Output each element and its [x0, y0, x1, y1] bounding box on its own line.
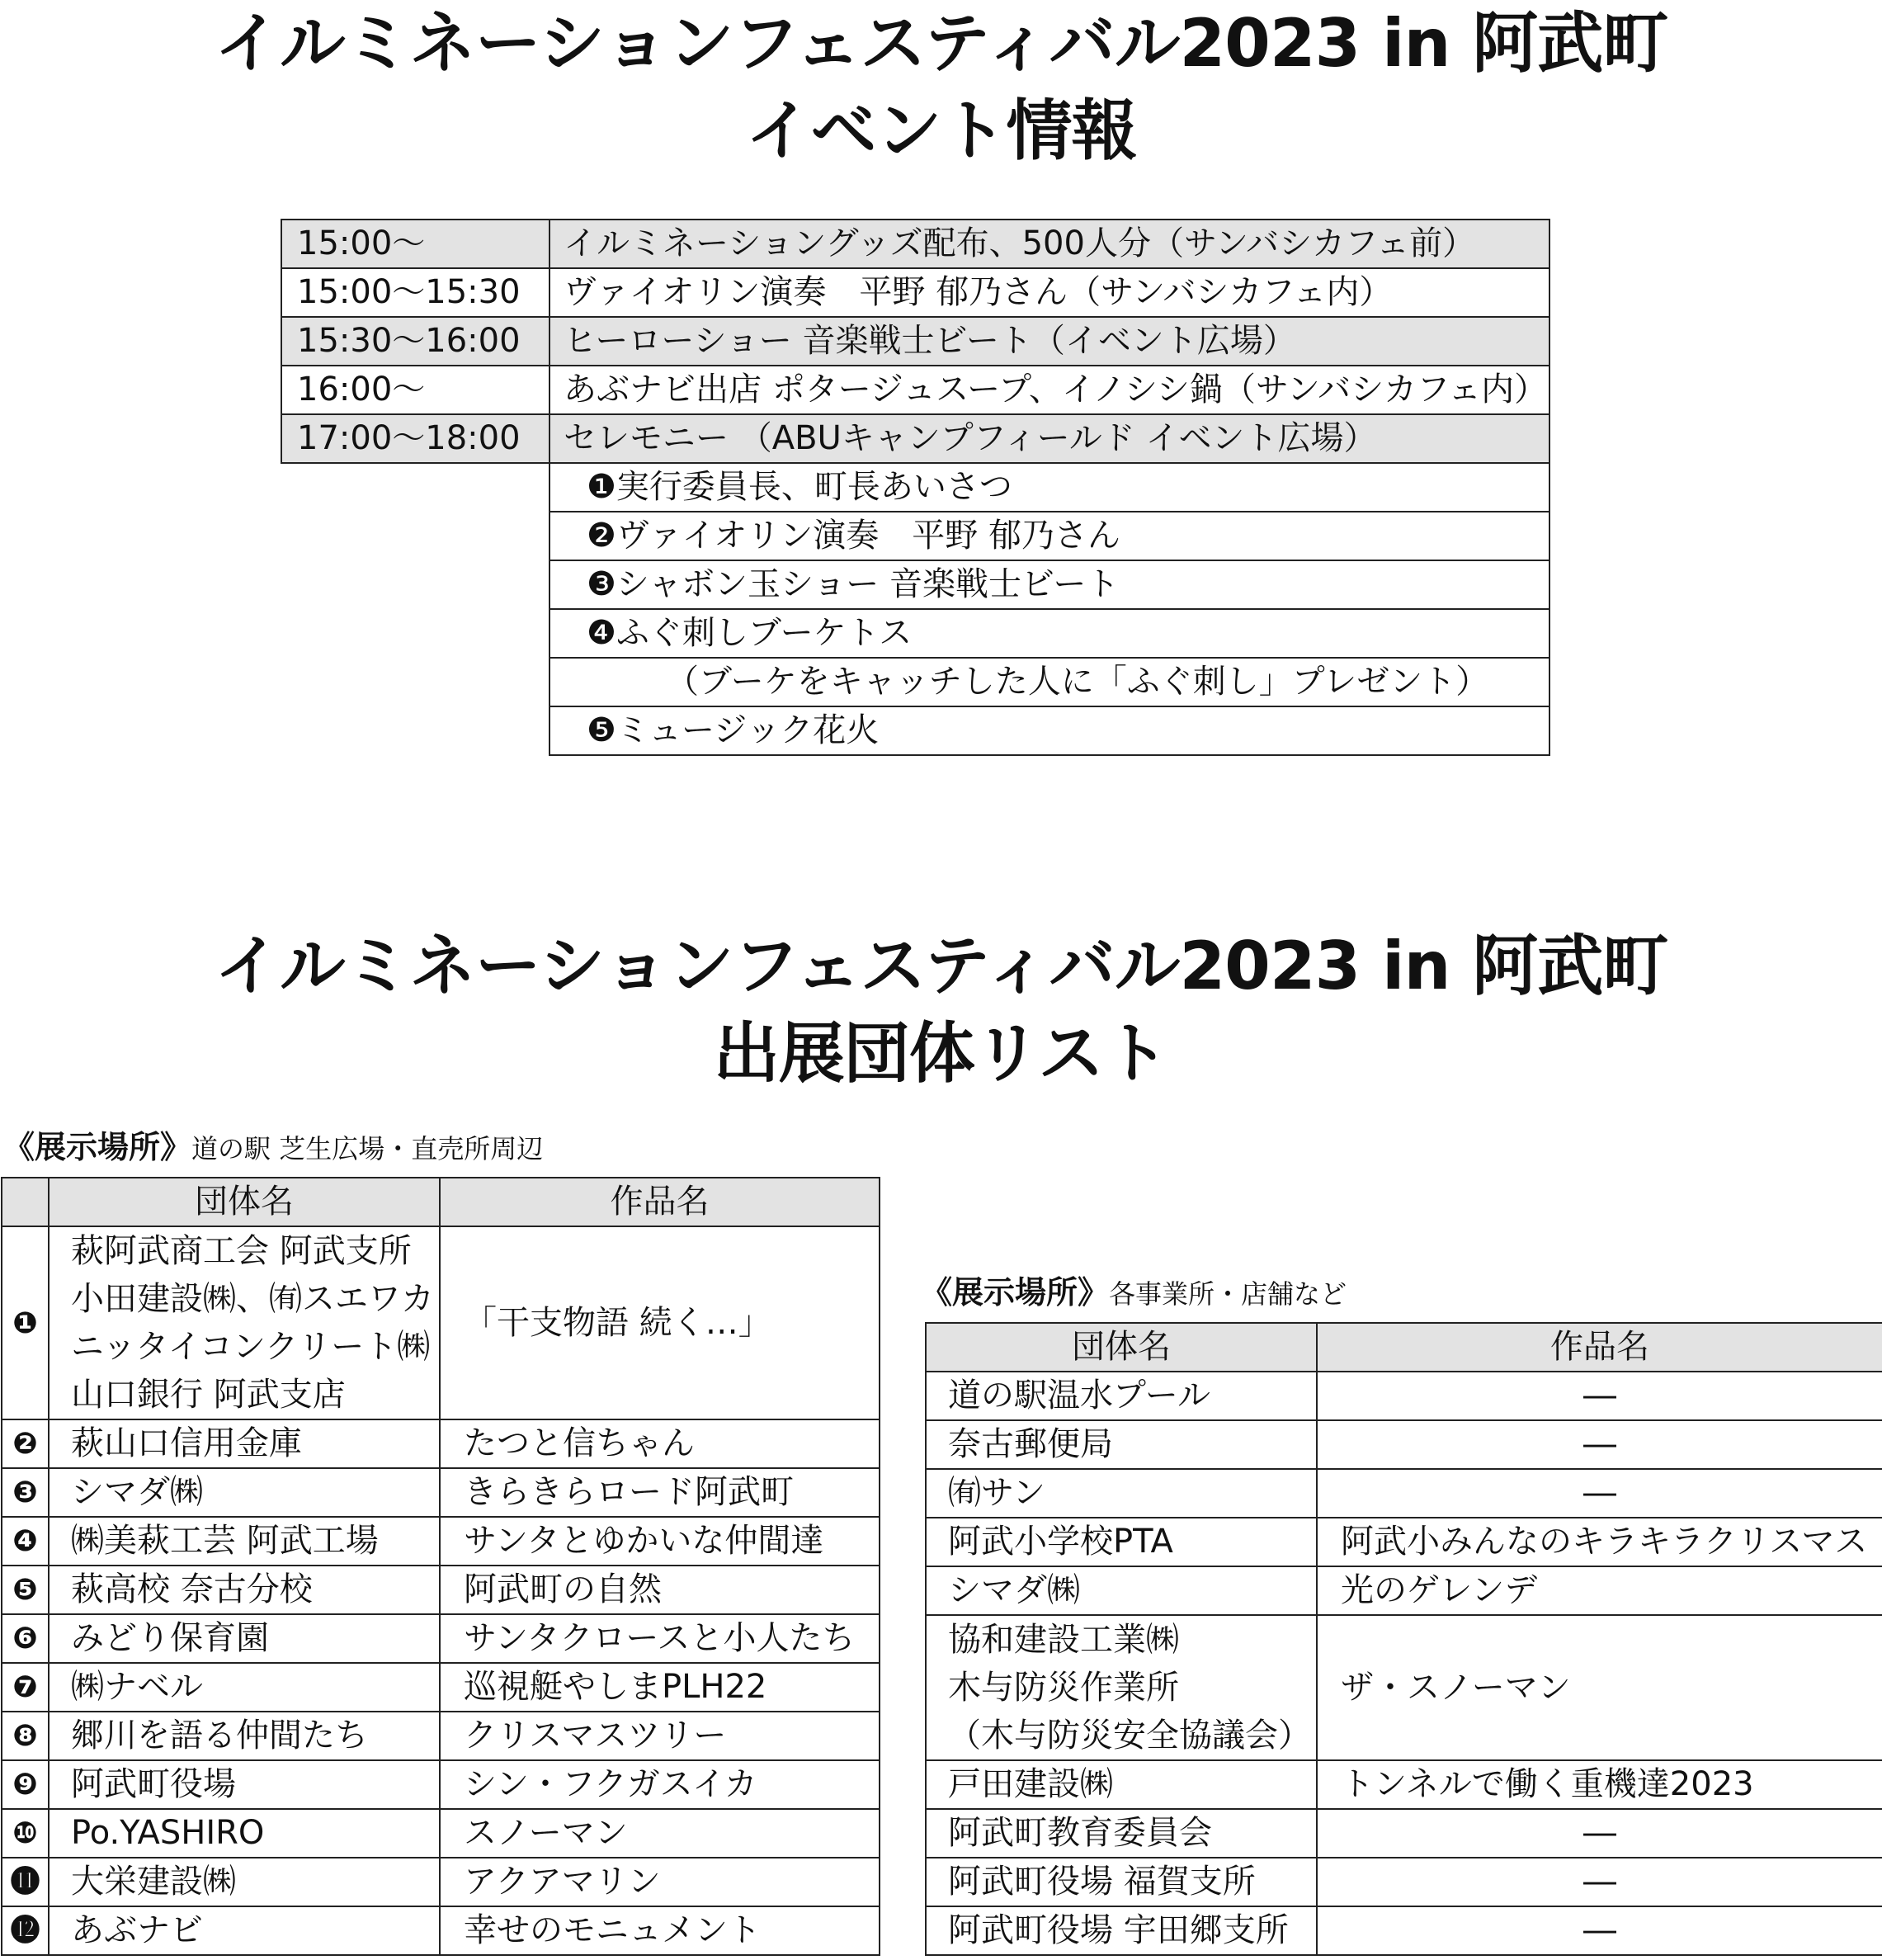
table-row [2, 1419, 880, 1468]
ceremony-item: （ブーケをキャッチした人に「ふぐ刺し」プレゼント） [550, 658, 1549, 706]
table-row [2, 1566, 880, 1614]
work-title: ― [1317, 1469, 1882, 1518]
org-name: 大栄建設㈱ [49, 1858, 440, 1906]
schedule-time: 15:00～15:30 [281, 268, 550, 317]
left-header-row [2, 1178, 880, 1226]
table-row [926, 1566, 1882, 1615]
schedule-row [281, 414, 1549, 463]
org-name: 協和建設工業㈱ [948, 1621, 1179, 1659]
left-caption-label: 《展示場所》 [3, 1129, 192, 1165]
work-title: 阿武町の自然 [440, 1566, 880, 1614]
ceremony-item: ❹ふぐ刺しブーケトス [550, 609, 1549, 658]
ceremony-row [281, 658, 1549, 706]
org-name: ㈲サン [926, 1469, 1317, 1518]
work-title: 「干支物語 続く…」 [440, 1226, 880, 1419]
table-row [926, 1518, 1882, 1566]
org-name: みどり保育園 [49, 1614, 440, 1663]
table-row [926, 1615, 1882, 1760]
work-title: ― [1317, 1809, 1882, 1858]
schedule-desc: ヴァイオリン演奏 平野 郁乃さん（サンバシカフェ内） [550, 268, 1549, 317]
event-title-line2: イベント情報 [745, 92, 1137, 169]
row-number: ❹ [2, 1517, 49, 1566]
right-header-work: 作品名 [1317, 1323, 1882, 1372]
schedule-row [281, 268, 1549, 317]
ceremony-row [281, 560, 1549, 609]
work-title: 幸せのモニュメント [440, 1906, 880, 1955]
right-location-caption [921, 1274, 1347, 1312]
work-title: ― [1317, 1420, 1882, 1469]
org-name: あぶナビ [49, 1906, 440, 1955]
org-name: 阿武町役場 福賀支所 [926, 1858, 1317, 1906]
org-name: 阿武小学校PTA [926, 1518, 1317, 1566]
table-row [2, 1712, 880, 1760]
org-name: ㈱美萩工芸 阿武工場 [49, 1517, 440, 1566]
event-info-title [0, 0, 1882, 175]
schedule-time: 16:00～ [281, 366, 550, 414]
work-title: ― [1317, 1906, 1882, 1955]
ceremony-row [281, 706, 1549, 755]
table-row [2, 1858, 880, 1906]
org-name: ㈱ナベル [49, 1663, 440, 1712]
ceremony-spacer [281, 560, 550, 609]
work-title: サンタクロースと小人たち [440, 1614, 880, 1663]
org-name: 萩山口信用金庫 [49, 1419, 440, 1468]
work-title: アクアマリン [440, 1858, 880, 1906]
event-schedule-table [281, 219, 1550, 756]
ceremony-spacer [281, 609, 550, 658]
row-number: ❸ [2, 1468, 49, 1517]
table-row [926, 1420, 1882, 1469]
schedule-row [281, 317, 1549, 366]
schedule-desc: ヒーローショー 音楽戦士ビート（イベント広場） [550, 317, 1549, 366]
row-number: ❿ [2, 1809, 49, 1858]
left-caption-text: 道の駅 芝生広場・直売所周辺 [191, 1133, 544, 1164]
exhibitor-list-title [0, 923, 1882, 1098]
ceremony-row [281, 609, 1549, 658]
work-title: ― [1317, 1372, 1882, 1420]
schedule-time: 15:00～ [281, 220, 550, 268]
work-title: たつと信ちゃん [440, 1419, 880, 1468]
work-title: 光のゲレンデ [1317, 1566, 1882, 1615]
org-name: 木与防災作業所 [948, 1669, 1179, 1707]
left-exhibitor-table [1, 1177, 880, 1956]
table-row [2, 1468, 880, 1517]
work-title: ― [1317, 1858, 1882, 1906]
row-number: ❷ [2, 1419, 49, 1468]
org-names [49, 1226, 440, 1419]
table-row [2, 1760, 880, 1809]
org-name: 道の駅温水プール [926, 1372, 1317, 1420]
org-name: （木与防災安全協議会） [948, 1717, 1311, 1755]
row-number: ❽ [2, 1712, 49, 1760]
table-row [926, 1760, 1882, 1809]
row-number: ❻ [2, 1614, 49, 1663]
work-title: クリスマスツリー [440, 1712, 880, 1760]
table-row [2, 1517, 880, 1566]
row-number: ❾ [2, 1760, 49, 1809]
right-exhibitor-table [925, 1322, 1882, 1956]
schedule-time: 15:30～16:00 [281, 317, 550, 366]
row-number: ❺ [2, 1566, 49, 1614]
row-number: ⓫ [2, 1858, 49, 1906]
exhibitor-title-line1: イルミネーションフェスティバル2023 in 阿武町 [214, 928, 1668, 1004]
right-caption-label: 《展示場所》 [921, 1274, 1110, 1311]
schedule-row [281, 220, 1549, 268]
table-row [926, 1809, 1882, 1858]
org-names [926, 1615, 1317, 1760]
org-name: 奈古郵便局 [926, 1420, 1317, 1469]
org-name: 山口銀行 阿武支店 [71, 1376, 346, 1414]
org-name: Po.YASHIRO [49, 1809, 440, 1858]
schedule-desc: イルミネーショングッズ配布、500人分（サンバシカフェ前） [550, 220, 1549, 268]
right-caption-text: 各事業所・店舗など [1109, 1278, 1347, 1310]
ceremony-row [281, 463, 1549, 512]
left-header-org: 団体名 [49, 1178, 440, 1226]
row-number: ⓬ [2, 1906, 49, 1955]
org-name: シマダ㈱ [49, 1468, 440, 1517]
left-header-work: 作品名 [440, 1178, 880, 1226]
exhibitor-title-line2: 出展団体リスト [713, 1015, 1169, 1092]
work-title: ザ・スノーマン [1317, 1615, 1882, 1760]
work-title: 巡視艇やしまPLH22 [440, 1663, 880, 1712]
ceremony-item: ❸シャボン玉ショー 音楽戦士ビート [550, 560, 1549, 609]
table-row [2, 1226, 880, 1419]
table-row [926, 1906, 1882, 1955]
work-title: サンタとゆかいな仲間達 [440, 1517, 880, 1566]
ceremony-spacer [281, 706, 550, 755]
table-row [926, 1858, 1882, 1906]
org-name: 萩阿武商工会 阿武支所 [71, 1232, 412, 1270]
ceremony-spacer [281, 512, 550, 560]
table-row [926, 1372, 1882, 1420]
org-name: 郷川を語る仲間たち [49, 1712, 440, 1760]
right-header-org: 団体名 [926, 1323, 1317, 1372]
left-header-num [2, 1178, 49, 1226]
ceremony-spacer [281, 658, 550, 706]
table-row [2, 1906, 880, 1955]
ceremony-spacer [281, 463, 550, 512]
work-title: スノーマン [440, 1809, 880, 1858]
work-title: 阿武小みんなのキラキラクリスマス [1317, 1518, 1882, 1566]
ceremony-item: ❶実行委員長、町長あいさつ [550, 463, 1549, 512]
right-header-row [926, 1323, 1882, 1372]
table-row [2, 1663, 880, 1712]
table-row [926, 1469, 1882, 1518]
event-title-line1: イルミネーションフェスティバル2023 in 阿武町 [214, 5, 1668, 82]
org-name: 戸田建設㈱ [926, 1760, 1317, 1809]
org-name: ニッタイコンクリート㈱ [71, 1328, 431, 1366]
org-name: 小田建設㈱、㈲スエワカ [71, 1280, 434, 1318]
table-row [2, 1809, 880, 1858]
schedule-desc: あぶナビ出店 ポタージュスープ、イノシシ鍋（サンバシカフェ内） [550, 366, 1549, 414]
schedule-desc: セレモニー （ABUキャンプフィールド イベント広場） [550, 414, 1549, 463]
work-title: トンネルで働く重機達2023 [1317, 1760, 1882, 1809]
table-row [2, 1614, 880, 1663]
ceremony-item: ❺ミュージック花火 [550, 706, 1549, 755]
row-number: ❶ [2, 1226, 49, 1419]
work-title: シン・フクガスイカ [440, 1760, 880, 1809]
schedule-time: 17:00～18:00 [281, 414, 550, 463]
ceremony-item: ❷ヴァイオリン演奏 平野 郁乃さん [550, 512, 1549, 560]
org-name: シマダ㈱ [926, 1566, 1317, 1615]
schedule-row [281, 366, 1549, 414]
org-name: 阿武町役場 [49, 1760, 440, 1809]
org-name: 阿武町教育委員会 [926, 1809, 1317, 1858]
ceremony-row [281, 512, 1549, 560]
left-location-caption [3, 1129, 543, 1167]
org-name: 阿武町役場 宇田郷支所 [926, 1906, 1317, 1955]
org-name: 萩高校 奈古分校 [49, 1566, 440, 1614]
work-title: きらきらロード阿武町 [440, 1468, 880, 1517]
row-number: ❼ [2, 1663, 49, 1712]
